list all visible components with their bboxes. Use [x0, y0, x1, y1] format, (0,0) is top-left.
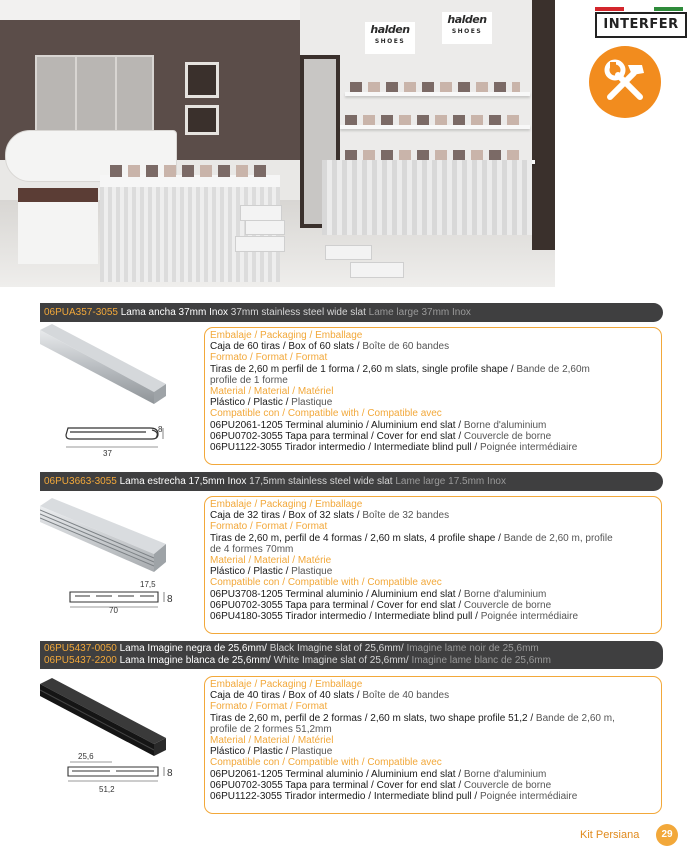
- spec-line: [210, 341, 655, 352]
- spec-separator: /: [455, 768, 464, 780]
- spec-separator: /: [368, 779, 377, 791]
- product-2-dim-step: 17,5: [140, 580, 156, 589]
- spec-line: [210, 600, 655, 611]
- product-1-dim-height: 8: [158, 425, 163, 434]
- spec-value-es: Plástico: [210, 746, 246, 758]
- spec-value-es: 06PU4180-3055 Tirador intermedio: [210, 611, 369, 623]
- spec-heading-es: Embalaje: [210, 679, 252, 690]
- store-sign-name: halden: [447, 13, 487, 26]
- spec-value-en: Aluminium end slat: [371, 588, 456, 600]
- wall-niche: [185, 62, 219, 98]
- spec-separator: /: [455, 779, 464, 791]
- spec-line: [210, 757, 655, 768]
- spec-line: [210, 442, 655, 453]
- product-1-specs: [204, 327, 662, 465]
- store-sign-sub: SHOES: [451, 28, 483, 35]
- spec-separator: /: [368, 430, 377, 442]
- spec-heading-fr: Matériel: [297, 735, 334, 747]
- shoe-row: [345, 150, 520, 160]
- spec-line: [210, 352, 655, 363]
- spec-value-es: Plástico: [210, 397, 246, 409]
- shoe-box: [235, 236, 285, 252]
- product-2-specs: [204, 496, 662, 634]
- shoe-box: [245, 220, 285, 235]
- spec-value-es: Caja de 40 tiras: [210, 690, 281, 702]
- spec-continuation: profile de 1 forme: [210, 374, 288, 386]
- spec-value-es: 06PU3708-1205 Terminal aluminio: [210, 588, 364, 600]
- product-3b-title-en: White Imagine slat of 25,6mm: [273, 655, 406, 666]
- spec-line: [210, 408, 655, 419]
- spec-heading-es: Material: [210, 735, 246, 747]
- spec-heading-en: Material: [253, 555, 290, 567]
- spec-separator: /: [279, 577, 288, 589]
- spec-separator: /: [287, 521, 296, 533]
- page-number: 29: [656, 824, 678, 846]
- spec-line: [210, 690, 655, 701]
- spec-separator: /: [282, 746, 292, 758]
- spec-value-es: 06PU0702-3055 Tapa para terminal: [210, 430, 369, 442]
- spec-heading-fr: Format: [295, 352, 328, 364]
- spec-value-fr: Plastique: [291, 746, 333, 758]
- shutter-cabinet: [322, 160, 532, 235]
- spec-value-en: Aluminium end slat: [371, 419, 456, 431]
- shoe-row: [345, 115, 520, 125]
- spec-heading-en: Packaging: [260, 679, 307, 690]
- product-1-dim-width: 37: [103, 449, 112, 458]
- spec-heading-en: Format: [255, 701, 288, 713]
- spec-value-en: Plastic: [253, 746, 283, 758]
- product-1-title-en: 37mm stainless steel wide slat: [230, 307, 366, 318]
- spec-separator: /: [247, 701, 256, 713]
- spec-separator: /: [280, 341, 289, 353]
- spec-line: [210, 397, 655, 408]
- product-2-title-es: Lama estrecha 17,5mm Inox: [119, 476, 247, 487]
- spec-value-fr: Boîte de 40 bandes: [362, 690, 450, 702]
- spec-heading-fr: Compatible avec: [367, 757, 442, 769]
- spec-separator: /: [363, 768, 372, 780]
- spec-value-fr: Borne d'aluminium: [463, 419, 547, 431]
- store-sign: [365, 22, 415, 54]
- spec-separator: /: [306, 679, 316, 690]
- spec-separator: /: [471, 791, 480, 803]
- spec-heading-es: Formato: [210, 521, 248, 533]
- spec-value-en: Intermediate blind pull: [374, 611, 473, 623]
- spec-heading-fr: Format: [295, 521, 328, 533]
- spec-value-es: 06PU1122-3055 Tirador intermedio: [210, 791, 369, 803]
- spec-line: [210, 611, 655, 622]
- product-3-header-row: 06PU5437-0050 Lama Imagine negra de 25,6mm/ Black Imagine slat of 25,6mm/ Imagine lame noir de 25,6mm: [44, 643, 539, 654]
- window: [35, 55, 154, 139]
- spec-separator: /: [472, 611, 481, 623]
- spec-separator: /: [251, 330, 261, 341]
- spec-line: [210, 566, 655, 577]
- spec-line: [210, 780, 655, 791]
- spec-separator: /: [455, 599, 464, 611]
- spec-value-en: 2,60 m slats, two shape profile 51,2: [370, 712, 528, 724]
- product-3-specs: [204, 676, 662, 814]
- product-3-dim-step: 25,6: [78, 752, 94, 761]
- spec-value-es: Caja de 32 tiras: [210, 510, 281, 522]
- spec-value-fr: Couvercle de borne: [463, 779, 552, 791]
- spec-heading-es: Formato: [210, 352, 248, 364]
- spec-line: [210, 420, 655, 431]
- spec-separator: /: [455, 588, 464, 600]
- spec-heading-es: Compatible con: [210, 408, 280, 420]
- spec-separator: /: [289, 386, 298, 398]
- spec-value-es: 06PU0702-3055 Tapa para terminal: [210, 779, 369, 791]
- spec-value-en: Plastic: [253, 566, 283, 578]
- product-2-title-fr: Lame large 17.5mm Inox: [395, 476, 506, 487]
- hammer-wrench-icon: [588, 45, 662, 119]
- product-2-dim-height: 8: [167, 594, 173, 605]
- spec-value-fr: Bande de 2,60m: [516, 363, 590, 375]
- spec-value-fr: Boîte de 32 bandes: [362, 510, 450, 522]
- spec-line: [210, 791, 655, 802]
- spec-line: [210, 701, 655, 712]
- spec-value-fr: Borne d'aluminium: [463, 768, 547, 780]
- spec-value-en: 2,60 m slats, 4 profile shape: [370, 532, 496, 544]
- product-3-header-row: 06PU5437-2200 Lama Imagine blanca de 25,6mm/ White Imagine slat of 25,6mm/ Imagine lame blanc de 25,6mm: [44, 655, 551, 666]
- product-1-header: [40, 303, 663, 322]
- product-3a-title-en: Black Imagine slat of 25,6mm: [269, 643, 401, 654]
- spec-line: [210, 577, 655, 588]
- spec-separator: /: [282, 566, 292, 578]
- spec-separator: /: [358, 757, 368, 769]
- spec-continuation: profile de 2 formes 51,2mm: [210, 723, 332, 735]
- spec-value-fr: Couvercle de borne: [463, 599, 552, 611]
- spec-heading-en: Compatible with: [287, 757, 359, 769]
- spec-line: [210, 746, 655, 757]
- spec-separator: /: [280, 510, 289, 522]
- spec-value-en: Plastic: [253, 397, 283, 409]
- spec-separator: /: [245, 746, 254, 758]
- spec-heading-en: Material: [253, 735, 290, 747]
- spec-line: [210, 386, 655, 397]
- product-3a-title-fr: Imagine lame noir de 25,6mm: [406, 643, 539, 654]
- spec-heading-fr: Emballage: [315, 499, 363, 510]
- spec-heading-es: Embalaje: [210, 499, 252, 510]
- shoe-box: [350, 262, 404, 278]
- spec-separator: /: [247, 521, 256, 533]
- spec-heading-fr: Emballage: [315, 679, 363, 690]
- spec-value-es: 06PU1122-3055 Tirador intermedio: [210, 442, 369, 454]
- spec-separator: /: [289, 555, 298, 567]
- spec-separator: /: [306, 499, 316, 510]
- spec-line: [210, 589, 655, 600]
- spec-heading-en: Material: [253, 386, 290, 398]
- spec-heading-es: Compatible con: [210, 577, 280, 589]
- spec-value-fr: Poignée intermédiaire: [480, 611, 579, 623]
- spec-heading-en: Compatible with: [287, 408, 359, 420]
- spec-separator: /: [361, 712, 371, 724]
- spec-separator: /: [245, 386, 254, 398]
- spec-value-es: Plástico: [210, 566, 246, 578]
- spec-separator: /: [306, 330, 316, 341]
- shoe-row: [110, 165, 270, 177]
- wall-niche: [185, 105, 219, 135]
- spec-value-fr: Plastique: [291, 566, 333, 578]
- spec-value-en: Intermediate blind pull: [373, 791, 472, 803]
- spec-value-en: Cover for end slat: [376, 779, 456, 791]
- spec-value-es: 06PU2061-1205 Terminal aluminio: [210, 768, 364, 780]
- spec-value-fr: Bande de 2,60 m, profile: [503, 532, 613, 544]
- product-1-title-fr: Lame large 37mm Inox: [368, 307, 471, 318]
- footer-label: Kit Persiana: [580, 829, 640, 841]
- spec-separator: /: [353, 690, 363, 702]
- spec-separator: /: [363, 419, 372, 431]
- spec-value-fr: Boîte de 60 bandes: [362, 341, 450, 353]
- brand-color-bar: [595, 7, 683, 11]
- bench: [18, 188, 98, 264]
- product-2-dim-width: 70: [109, 606, 118, 615]
- spec-separator: /: [368, 611, 375, 623]
- product-2-image: [40, 492, 200, 632]
- spec-separator: /: [354, 363, 363, 375]
- spec-separator: /: [245, 735, 254, 747]
- spec-line: [210, 510, 655, 521]
- product-3a-code: 06PU5437-0050: [44, 643, 117, 654]
- spec-separator: /: [358, 577, 368, 589]
- spec-heading-fr: Compatible avec: [367, 577, 442, 589]
- spec-heading-es: Material: [210, 555, 246, 567]
- spec-separator: /: [358, 408, 368, 420]
- product-3b-code: 06PU5437-2200: [44, 655, 117, 666]
- spec-heading-es: Compatible con: [210, 757, 280, 769]
- shoe-row: [350, 82, 520, 92]
- spec-value-en: Cover for end slat: [376, 599, 456, 611]
- product-2-header: [40, 472, 663, 491]
- spec-separator: /: [289, 735, 298, 747]
- product-3b-title-es: Lama Imagine blanca de 25,6mm: [119, 655, 269, 666]
- spec-value-en: Box of 32 slats: [288, 510, 354, 522]
- spec-separator: /: [251, 679, 261, 690]
- spec-value-es: Tiras de 2,60 m, perfil de 4 formas: [210, 532, 362, 544]
- store-photo: [0, 0, 555, 287]
- store-sign-name: halden: [370, 23, 410, 36]
- spec-separator: /: [247, 352, 256, 364]
- spec-separator: /: [455, 430, 464, 442]
- spec-heading-en: Format: [255, 352, 288, 364]
- spec-separator: /: [495, 532, 504, 544]
- spec-separator: /: [287, 701, 296, 713]
- spec-value-en: Intermediate blind pull: [373, 442, 472, 454]
- spec-separator: /: [353, 510, 363, 522]
- spec-line: [210, 499, 655, 510]
- spec-value-fr: Poignée intermédiaire: [480, 442, 578, 454]
- spec-line: [210, 431, 655, 442]
- product-1-code: 06PUA357-3055: [44, 307, 118, 318]
- spec-separator: /: [368, 442, 374, 454]
- spec-separator: /: [527, 712, 536, 724]
- spec-separator: /: [363, 588, 372, 600]
- spec-separator: /: [245, 397, 254, 409]
- store-sign-sub: SHOES: [374, 38, 406, 45]
- spec-separator: /: [280, 690, 289, 702]
- spec-separator: /: [361, 532, 371, 544]
- spec-value-en: Cover for end slat: [376, 430, 456, 442]
- spec-separator: /: [287, 352, 296, 364]
- spec-line: [210, 544, 655, 555]
- spec-separator: /: [282, 397, 292, 409]
- spec-separator: /: [353, 341, 363, 353]
- spec-value-fr: Borne d'aluminium: [463, 588, 547, 600]
- shelf: [345, 92, 530, 96]
- shelf: [340, 125, 530, 129]
- spec-separator: /: [251, 499, 261, 510]
- spec-value-en: 2,60 m slats, single profile shape: [362, 363, 509, 375]
- spec-heading-fr: Emballage: [315, 330, 363, 341]
- spec-separator: /: [455, 419, 464, 431]
- spec-value-fr: Poignée intermédiaire: [480, 791, 578, 803]
- spec-line: [210, 330, 655, 341]
- spec-value-en: Box of 40 slats: [288, 690, 354, 702]
- product-3-dim-height: 8: [167, 768, 173, 779]
- spec-heading-en: Format: [255, 521, 288, 533]
- spec-value-fr: Couvercle de borne: [463, 430, 552, 442]
- spec-separator: /: [508, 363, 517, 375]
- spec-value-en: Aluminium end slat: [371, 768, 456, 780]
- spec-line: [210, 533, 655, 544]
- spec-heading-fr: Matérie: [297, 555, 332, 567]
- spec-line: [210, 735, 655, 746]
- product-3-header: [40, 641, 663, 669]
- spec-value-es: Caja de 60 tiras: [210, 341, 281, 353]
- product-1-image: [40, 322, 200, 462]
- spec-heading-es: Material: [210, 386, 246, 398]
- spec-line: [210, 679, 655, 690]
- product-3b-title-fr: Imagine lame blanc de 25,6mm: [411, 655, 551, 666]
- dark-column: [532, 0, 555, 250]
- shoe-box: [325, 245, 372, 260]
- spec-line: [210, 724, 655, 735]
- product-1-title-es: Lama ancha 37mm Inox: [120, 307, 229, 318]
- spec-heading-es: Embalaje: [210, 330, 252, 341]
- spec-value-fr: Plastique: [291, 397, 333, 409]
- product-3a-title-es: Lama Imagine negra de 25,6mm: [119, 643, 265, 654]
- spec-line: [210, 375, 655, 386]
- product-3-dim-width: 51,2: [99, 785, 115, 794]
- store-sign: [442, 12, 492, 44]
- spec-line: [210, 713, 655, 724]
- product-3-image: [40, 672, 200, 812]
- spec-heading-en: Compatible with: [287, 577, 359, 589]
- spec-value-es: Tiras de 2,60 m perfil de 1 forma: [210, 363, 355, 375]
- spec-heading-fr: Format: [295, 701, 328, 713]
- spec-heading-en: Packaging: [260, 499, 307, 510]
- spec-separator: /: [245, 555, 254, 567]
- spec-value-es: 06PU0702-3055 Tapa para terminal: [210, 599, 369, 611]
- product-2-title-en: 17,5mm stainless steel wide slat: [249, 476, 393, 487]
- spec-line: [210, 555, 655, 566]
- product-2-code: 06PU3663-3055: [44, 476, 117, 487]
- spec-line: [210, 521, 655, 532]
- spec-line: [210, 769, 655, 780]
- shoe-box: [240, 205, 282, 221]
- spec-value-es: 06PU2061-1205 Terminal aluminio: [210, 419, 364, 431]
- spec-heading-en: Packaging: [260, 330, 307, 341]
- brand-logo: INTERFER: [595, 12, 687, 38]
- spec-continuation: de 4 formes 70mm: [210, 543, 294, 555]
- spec-separator: /: [471, 442, 480, 454]
- spec-value-en: Box of 60 slats: [288, 341, 354, 353]
- spec-separator: /: [368, 599, 377, 611]
- spec-value-fr: Bande de 2,60 m,: [535, 712, 615, 724]
- spec-heading-es: Formato: [210, 701, 248, 713]
- spec-value-es: Tiras de 2,60 m, perfil de 2 formas: [210, 712, 362, 724]
- spec-heading-fr: Matériel: [297, 386, 334, 398]
- spec-heading-fr: Compatible avec: [367, 408, 442, 420]
- spec-separator: /: [279, 408, 288, 420]
- spec-separator: /: [245, 566, 254, 578]
- spec-line: [210, 364, 655, 375]
- spec-separator: /: [368, 791, 374, 803]
- spec-separator: /: [279, 757, 288, 769]
